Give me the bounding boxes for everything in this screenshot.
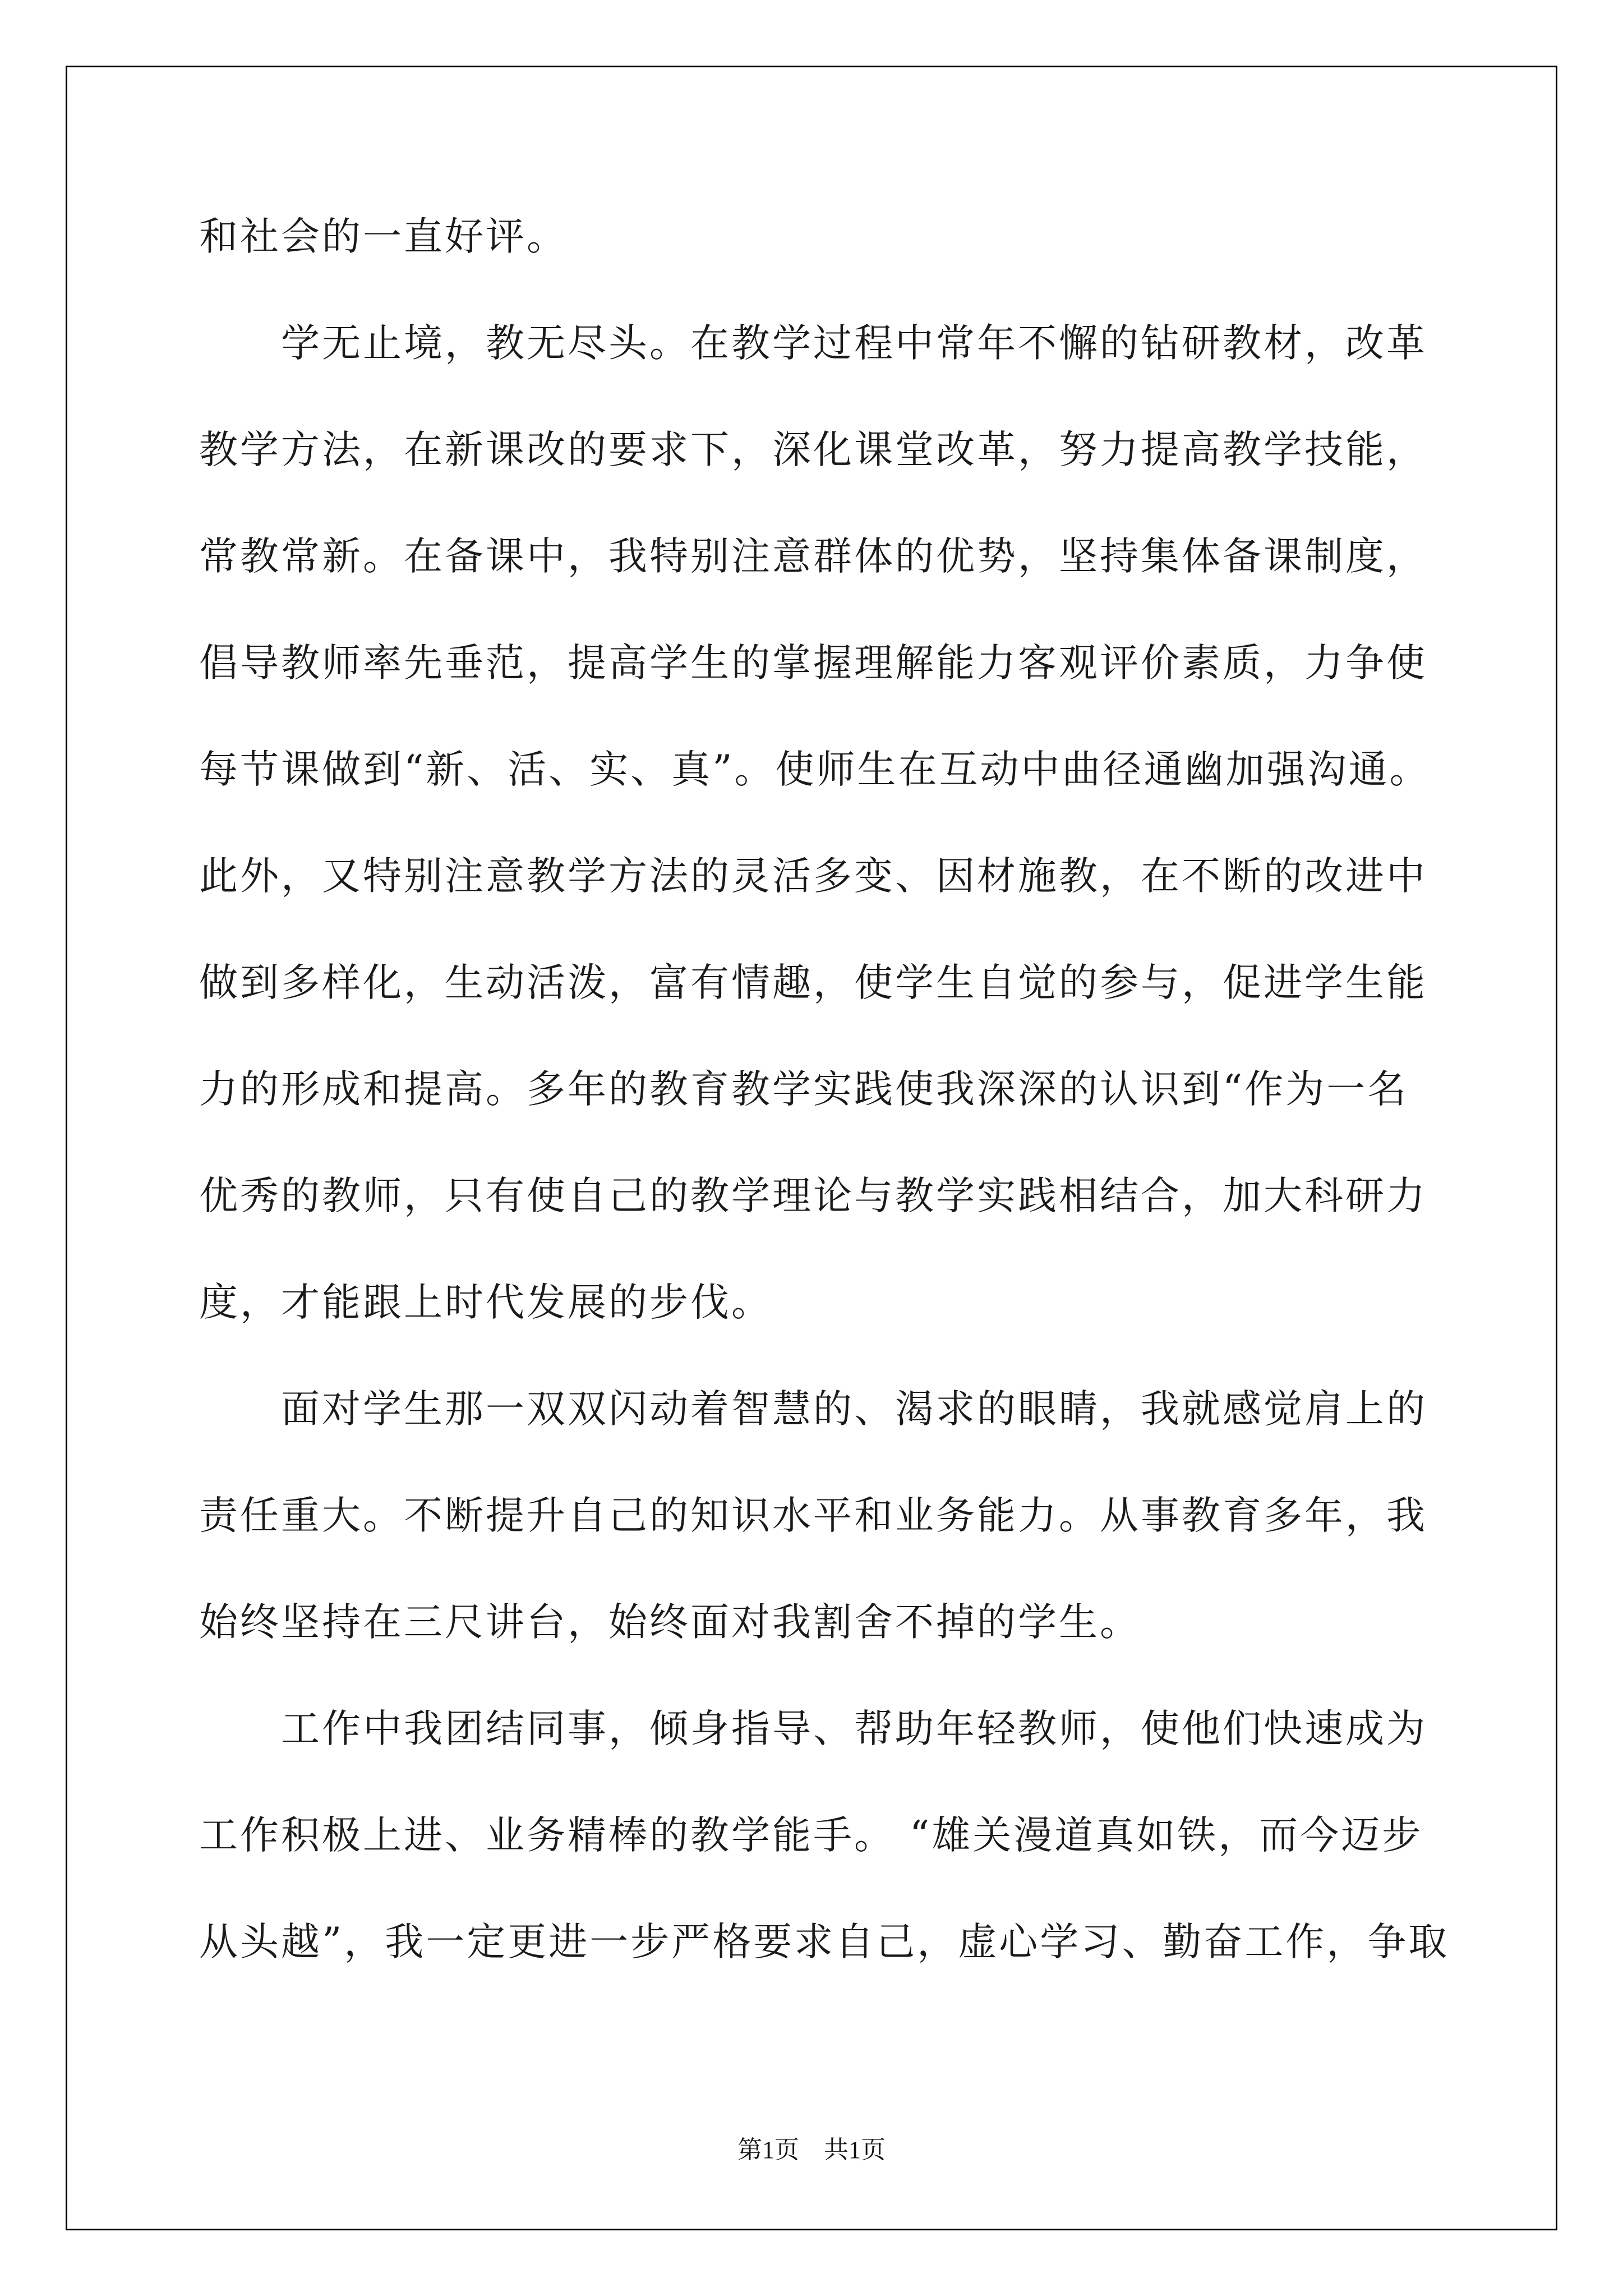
text-line: 此外，又特别注意教学方法的灵活多变、因材施教，在不断的改进中 bbox=[199, 854, 1427, 899]
page-footer bbox=[0, 2129, 1623, 2165]
page-total: 共1页 bbox=[824, 2136, 886, 2164]
text-line: 责任重大。不断提升自己的知识水平和业务能力。从事教育多年，我 bbox=[199, 1493, 1427, 1538]
text-line: 力的形成和提高。多年的教育教学实践使我深深的认识到“作为一名 bbox=[199, 1067, 1409, 1112]
text-line: 常教常新。在备课中，我特别注意群体的优势，坚持集体备课制度， bbox=[199, 534, 1427, 579]
text-line: 倡导教师率先垂范，提高学生的掌握理解能力客观评价素质，力争使 bbox=[199, 641, 1427, 685]
text-line: 面对学生那一双双闪动着智慧的、渴求的眼睛，我就感觉肩上的 bbox=[199, 1387, 1427, 1432]
text-line: 始终坚持在三尺讲台，始终面对我割舍不掉的学生。 bbox=[199, 1600, 1141, 1645]
text-line: 度，才能跟上时代发展的步伐。 bbox=[199, 1280, 772, 1325]
text-line: 学无止境，教无尽头。在教学过程中常年不懈的钻研教材，改革 bbox=[199, 321, 1427, 366]
text-line: 和社会的一直好评。 bbox=[199, 214, 568, 259]
text-line: 工作积极上进、业务精棒的教学能手。 “雄关漫道真如铁，而今迈步 bbox=[199, 1813, 1423, 1858]
page-border bbox=[66, 66, 1557, 2230]
text-line: 优秀的教师，只有使自己的教学理论与教学实践相结合，加大科研力 bbox=[199, 1174, 1427, 1218]
text-line: 做到多样化，生动活泼，富有情趣，使学生自觉的参与，促进学生能 bbox=[199, 960, 1427, 1005]
text-line: 每节课做到“新、活、实、真”。使师生在互动中曲径通幽加强沟通。 bbox=[199, 747, 1431, 792]
text-line: 从头越”，我一定更进一步严格要求自己，虚心学习、勤奋工作，争取 bbox=[199, 1920, 1450, 1964]
page-number: 第1页 bbox=[737, 2136, 799, 2164]
text-line: 教学方法，在新课改的要求下，深化课堂改革，努力提高教学技能， bbox=[199, 427, 1427, 472]
text-line: 工作中我团结同事，倾身指导、帮助年轻教师，使他们快速成为 bbox=[199, 1706, 1427, 1751]
